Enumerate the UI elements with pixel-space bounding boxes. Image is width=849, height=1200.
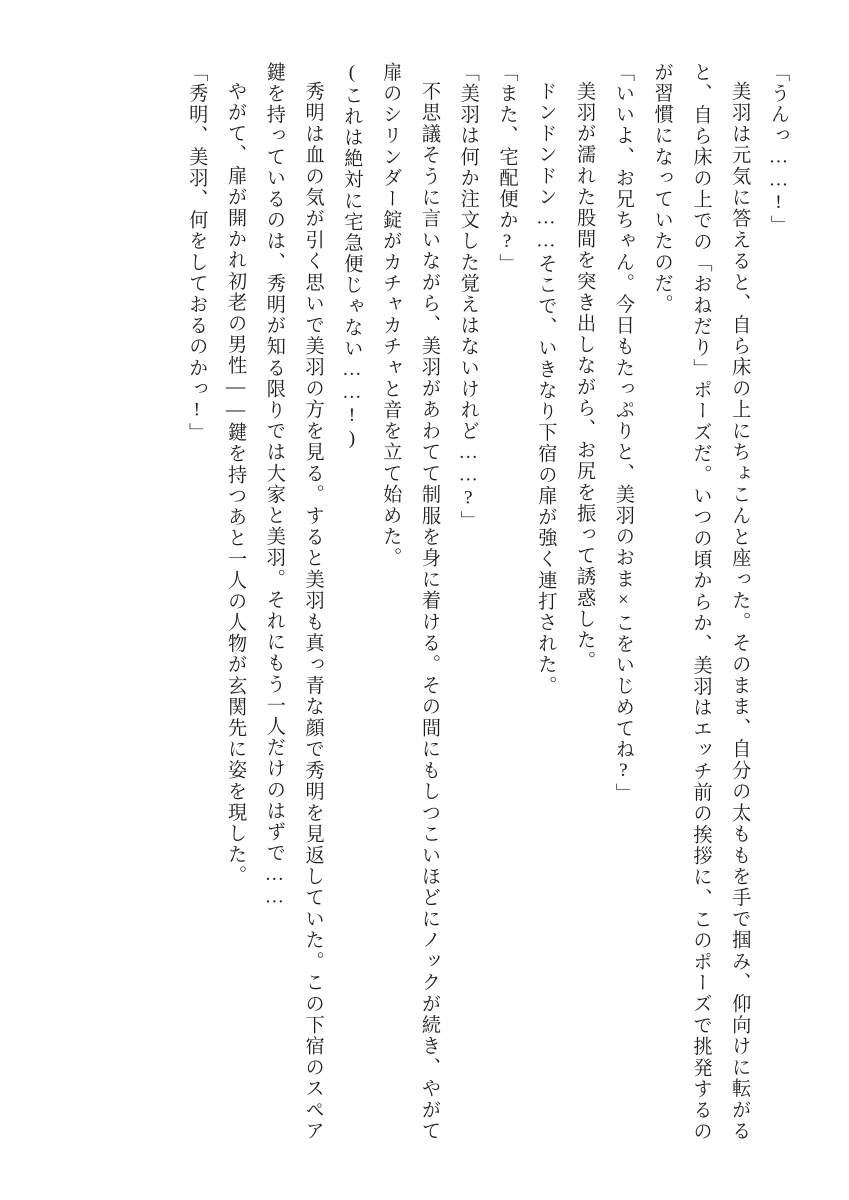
paragraph: 「いいよ、お兄ちゃん。今日もたっぷりと、美羽のおま×こをいじめてね?」: [612, 62, 634, 805]
paragraph: 美羽は元気に答えると、自ら床の上にちょこんと座った。そのまま、自分の太ももを手で掴み、仰向けに転がると、自ら床の上での「おねだり」ポーズだ。いつの頃からか、美羽はエッチ前の挨拶に、このポーズで挑発するのが習慣になっていたのだ。: [651, 62, 751, 1142]
paragraph: ドンドンドン……そこで、いきなり下宿の扉が強く連打された。: [535, 81, 557, 697]
paragraph: 「また、宅配便か?」: [496, 62, 518, 275]
paragraph: やがて、扉が開かれ初老の男性――鍵を持つあと一人の人物が玄関先に姿を現した。: [225, 81, 247, 887]
paragraph: 秀明は血の気が引く思いで美羽の方を見る。すると美羽も真っ青な顔で秀明を見返していた。この下宿のスペア鍵を持っているのは、秀明が知る限りでは大家と美羽。それにもう一人だけのはずで……: [263, 62, 324, 1142]
paragraph: 「うんっ……!」: [768, 62, 789, 237]
paragraph: 「美羽は何か注文した覚えはないけれど……?」: [457, 62, 479, 532]
paragraph: 美羽が濡れた股間を突き出しながら、お尻を振って誘惑した。: [574, 81, 596, 672]
paragraph: 「秀明、美羽、何をしておるのかっ!」: [186, 62, 208, 444]
paragraph: (これは絶対に宅急便じゃない……!): [341, 62, 363, 451]
vertical-text-body: [52, 62, 797, 1142]
paragraph: 不思議そうに言いながら、美羽があわてて制服を身に着ける。その間にもしつこいほどにノックが続き、やがて扉のシリンダー錠がカチャカチャと音を立て始めた。: [380, 62, 440, 1142]
